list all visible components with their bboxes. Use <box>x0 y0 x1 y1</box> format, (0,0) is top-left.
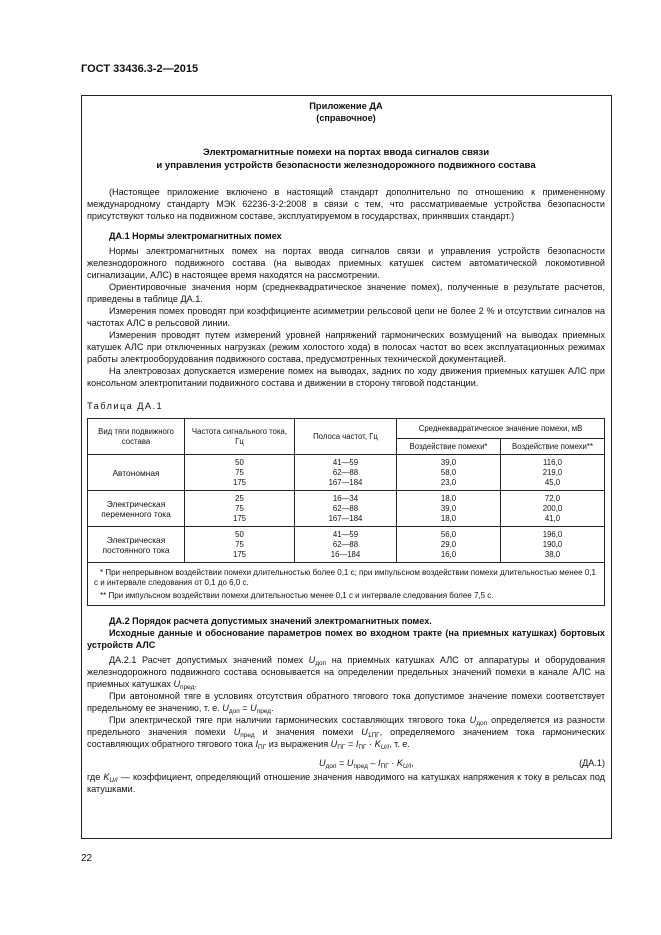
formula-da1 <box>87 755 605 771</box>
section2-p1: ДА.2.1 Расчет допустимых значений помех $U_{доп}$ на приемных катушках АЛС от аппаратуры и оборудования железнодорожного подвижного состава основывается на определении предельных значений помехи в канале АЛС на приемных катушках $U_{пред}$. <box>87 655 605 691</box>
section2-heading-line2: Исходные данные и обоснование параметров помех во входном тракте (на приемных катушках) бортовых устройств АЛС <box>87 628 605 650</box>
section2-where: где $K_{U/I}$ — коэффициент, определяющий отношение значения наводимого на катушках напряжения к току в рельсах под катушками. <box>87 772 605 794</box>
appendix-frame <box>81 95 612 839</box>
header-impact-2: Воздействие помехи** <box>501 439 605 455</box>
header-frequency-band: Полоса частот, Гц <box>295 419 397 455</box>
row-bands: 41—59 62—88 167—184 <box>295 455 397 491</box>
table-note-1: * При непрерывном воздействии помехи длительностью более 0,1 с; при импульсном воздействии помехи длительностью менее 0,1 с и интервале следования от 0,1 до 6,0 с. <box>94 568 596 587</box>
appendix-intro: (Настоящее приложение включено в настоящий стандарт дополнительно по отношению к примененному международному стандарту МЭК 62236-3-2:2008 в связи с тем, что рассматриваемые устройства безопасности присутствуют только на подвижном составе, эксплуатируемом в государствах, принявших стандарт.) <box>87 187 605 221</box>
section1-p1: Нормы электромагнитных помех на портах ввода сигналов связи и управления устройств безопасности железнодорожного подвижного состава (на выводах приемных катушек систем автоматической локомотивной сигнализации, АЛС) в настоящее время находятся на рассмотрении. <box>87 246 605 280</box>
table-caption: Таблица ДА.1 <box>87 401 164 411</box>
table-row <box>88 527 605 563</box>
row-values-2: 116,0 219,0 45,0 <box>501 455 605 491</box>
table-note-2: ** При импульсном воздействии помехи длительностью менее 0,1 с и интервале следования более 7,5 с. <box>100 591 494 600</box>
header-signal-frequency: Частота сигнального тока, Гц <box>185 419 295 455</box>
emi-table <box>87 418 605 606</box>
formula-expression: $U_{доп} = U_{пред} - I_{ПГ} \cdot K_{U/I}$, <box>319 758 414 770</box>
header-traction-type: Вид тяги подвижного состава <box>88 419 185 455</box>
row-values-1: 39,0 58,0 23,0 <box>397 455 501 491</box>
row-values-2: 72,0 200,0 41,0 <box>501 491 605 527</box>
appendix-subtitle: (справочное) <box>316 113 376 123</box>
row-traction-type: Электрическая переменного тока <box>88 491 185 527</box>
row-bands: 41—59 62—88 16—184 <box>295 527 397 563</box>
table-row <box>88 491 605 527</box>
section1-p5: На электровозах допускается измерение помех на выводах, задних по ходу движения приемных катушек АЛС при консольном электропитании подвижного состава и движении в сторону тяговой подстанции. <box>87 366 605 388</box>
row-values-2: 196,0 190,0 38,0 <box>501 527 605 563</box>
appendix-title: Приложение ДА <box>309 101 383 111</box>
row-traction-type: Электрическая постоянного тока <box>88 527 185 563</box>
page-number: 22 <box>81 853 93 864</box>
appendix-content <box>87 96 605 795</box>
section1-p4: Измерения проводят путем измерений уровней напряжений гармонических возмущений на выводах приемных катушек АЛС при отключенных нагрузках (режим холостого хода) в полосах частот во всех эксплуатационных режимах работы электрооборудования подвижного состава, предусмотренных технической документацией. <box>87 330 605 364</box>
section1-p3: Измерения помех проводят при коэффициенте асимметрии рельсовой цепи не более 2 % и отсутствии сигналов на частотах АЛС в рельсовой линии. <box>87 306 605 328</box>
section2-p3: При электрической тяге при наличии гармонических составляющих тягового тока $U_{доп}$ определяется из разности предельного значения помехи $U_{пред}$ и значения помехи $U_{1ПГ}$, определяемого значением тока гармонических составляющих обратного тягового тока $I_{ПГ}$ из выражения $U_{ПГ} = I_{ПГ} \cdot K_{U/I}$, т. е. <box>87 715 605 751</box>
row-values-1: 18,0 39,0 18,0 <box>397 491 501 527</box>
header-rms-group: Среднеквадратическое значение помехи, мВ <box>397 419 605 439</box>
row-traction-type: Автономная <box>88 455 185 491</box>
section1-p2: Ориентировочные значения норм (среднеквадратическое значение помех), полученные в результате расчетов, приведены в таблице ДА.1. <box>87 282 605 304</box>
table-notes-row <box>88 563 605 606</box>
formula-number: (ДА.1) <box>579 758 605 768</box>
section1-heading: ДА.1 Нормы электромагнитных помех <box>109 231 282 241</box>
appendix-heading-line2: и управления устройств безопасности железнодорожного подвижного состава <box>156 160 536 171</box>
row-values-1: 56,0 29,0 16,0 <box>397 527 501 563</box>
standard-header: ГОСТ 33436.3-2—2015 <box>81 63 199 75</box>
table-row <box>88 455 605 491</box>
header-impact-1: Воздействие помехи* <box>397 439 501 455</box>
row-frequencies: 50 75 175 <box>185 455 295 491</box>
row-frequencies: 25 75 175 <box>185 491 295 527</box>
appendix-heading-line1: Электромагнитные помехи на портах ввода сигналов связи <box>202 147 490 158</box>
section2-p2: При автономной тяге в условиях отсутствия обратного тягового тока допустимое значение помехи соответствует предельному ее значению, т. е. $U_{доп} = U_{пред}$. <box>87 691 605 715</box>
row-bands: 16—34 62—88 167—184 <box>295 491 397 527</box>
section2-heading-line1: ДА.2 Порядок расчета допустимых значений электромагнитных помех. <box>109 616 432 626</box>
row-frequencies: 50 75 175 <box>185 527 295 563</box>
